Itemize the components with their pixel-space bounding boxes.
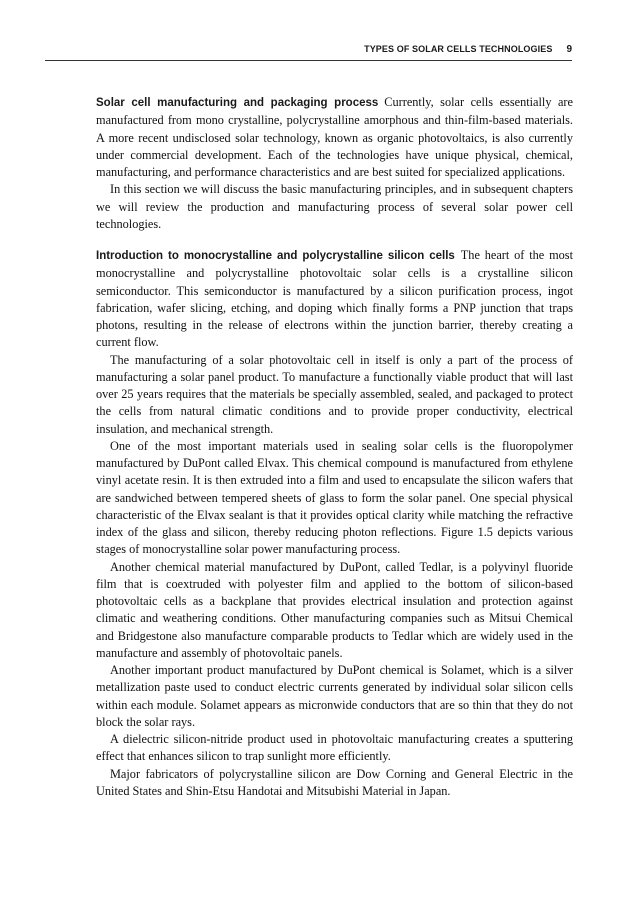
paragraph: The manufacturing of a solar photovoltaic cell in itself is only a part of the process of manufacturing a solar panel product. To manufacture a functionally viable product that will last over 25 years requires that the materials be specially assembled, sealed, and packaged to protect the cells from natural climatic conditions and to provide proper conductivity, electrical insulation, and mechanical strength. bbox=[96, 352, 573, 436]
paragraph: Another important product manufactured by DuPont chemical is Solamet, which is a silver metallization paste used to conduct electric currents generated by individual solar silicon cells within each module. Solamet appears as micronwide conductors that are so thin that they do not block the solar rays. bbox=[96, 663, 573, 729]
paragraph bbox=[96, 94, 573, 181]
paragraph: In this section we will discuss the basic manufacturing principles, and in subsequent chapters we will review the production and manufacturing process of several solar power cell technologies. bbox=[96, 182, 573, 231]
paragraph bbox=[96, 247, 573, 352]
section-heading: Solar cell manufacturing and packaging process bbox=[96, 97, 379, 109]
body-text bbox=[96, 94, 573, 800]
paragraph-text: The heart of the most monocrystalline and polycrystalline photovoltaic solar cells is a crystalline silicon semiconductor. This semiconductor is manufactured by a silicon purification process, ingot fabrication, wafer slicing, etching, and doping which finally forms a PNP junction that traps photons, resulting in the release of electrons within the junction barrier, thereby creating a current flow. bbox=[96, 248, 573, 350]
header-rule bbox=[45, 60, 572, 61]
paragraph-text: Currently, solar cells essentially are manufactured from mono crystalline, polycrystalline amorphous and thin-film-based materials. A more recent undisclosed solar technology, known as organic photovoltaics, is also currently under commercial development. Each of the technologies have unique physical, chemical, manufacturing, and performance characteristics and are best suited for specialized applications. bbox=[96, 95, 573, 179]
paragraph: One of the most important materials used in sealing solar cells is the fluoropolymer manufactured by DuPont called Elvax. This chemical compound is manufactured from ethylene vinyl acetate resin. It is then extruded into a film and used to encapsulate the silicon wafers that are sandwiched between tempered sheets of glass to form the solar panel. One special physical characteristic of the Elvax sealant is that it provides optical clarity while matching the refractive index of the glass and silicon, thereby reducing photon reflections. Figure 1.5 depicts various stages of monocrystalline solar power manufacturing process. bbox=[96, 438, 573, 557]
paragraph: Major fabricators of polycrystalline silicon are Dow Corning and General Electric in the United States and Shin-Etsu Handotai and Mitsubishi Material in Japan. bbox=[96, 766, 573, 798]
running-head-title: TYPES OF SOLAR CELLS TECHNOLOGIES bbox=[364, 44, 553, 54]
paragraph: A dielectric silicon-nitride product used in photovoltaic manufacturing creates a sputtering effect that enhances silicon to trap sunlight more efficiently. bbox=[96, 732, 573, 764]
section-heading: Introduction to monocrystalline and polycrystalline silicon cells bbox=[96, 250, 455, 262]
page-number: 9 bbox=[566, 44, 572, 55]
running-head bbox=[0, 44, 572, 55]
paragraph: Another chemical material manufactured by DuPont, called Tedlar, is a polyvinyl fluoride film that is coextruded with polyester film and applied to the bottom of silicon-based photovoltaic cells as a backplane that provides electrical insulation and protection against climatic and weathering conditions. Other manufacturing companies such as Mitsui Chemical and Bridgestone also manufacture comparable products to Tedlar which are widely used in the manufacture and assembly of photovoltaic panels. bbox=[96, 559, 573, 660]
